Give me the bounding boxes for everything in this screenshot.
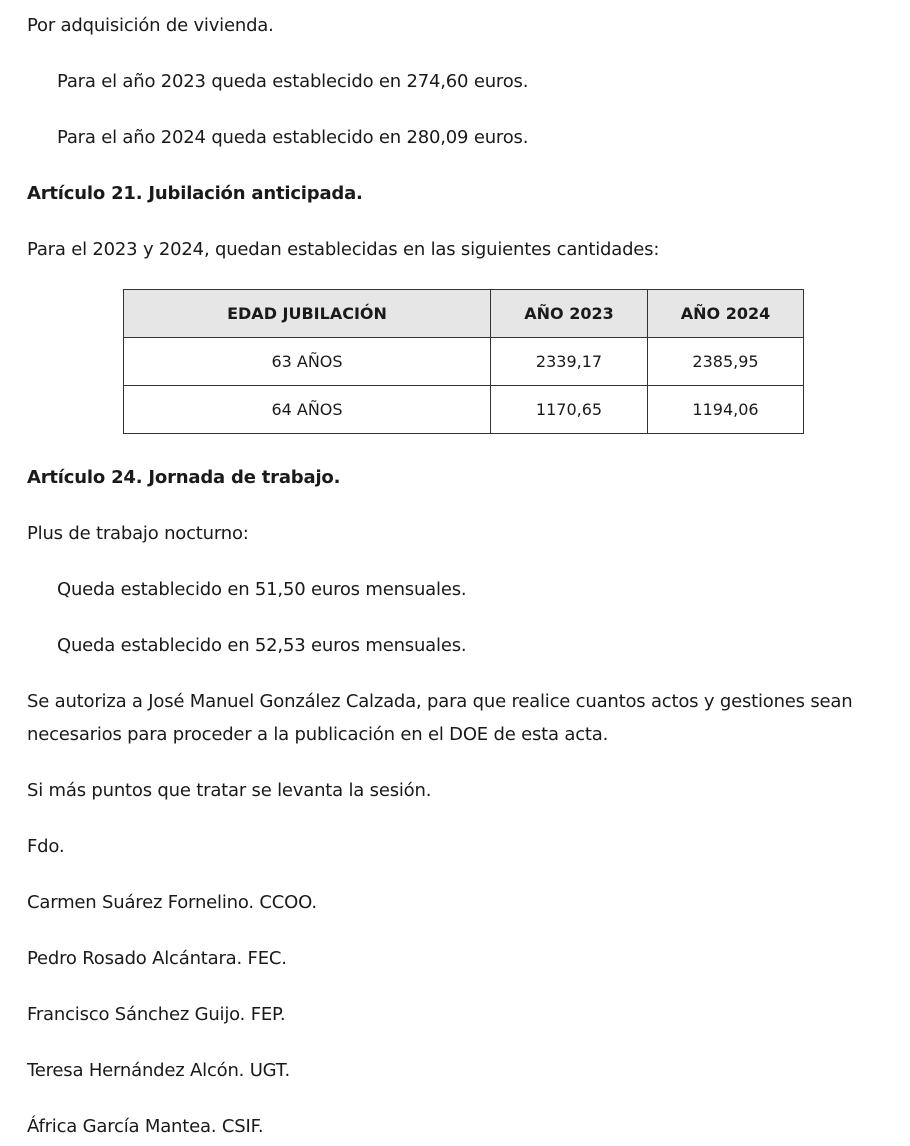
night-work-amount-2: Queda establecido en 52,53 euros mensuales. <box>57 635 467 656</box>
signatory: Francisco Sánchez Guijo. FEP. <box>27 1004 286 1025</box>
authorization-paragraph: Se autoriza a José Manuel González Calzada, para que realice cuantos actos y gestiones sean necesarios para proceder a la publicación en el DOE de esta acta. <box>27 691 853 745</box>
signatory: África García Mantea. CSIF. <box>27 1116 264 1137</box>
article-21-heading: Artículo 21. Jubilación anticipada. <box>27 183 363 204</box>
table-header-cell: AÑO 2023 <box>491 290 648 338</box>
signatory: Teresa Hernández Alcón. UGT. <box>27 1060 290 1081</box>
table-cell: 64 AÑOS <box>124 386 491 434</box>
table-header-cell: EDAD JUBILACIÓN <box>124 290 491 338</box>
closing-text: Si más puntos que tratar se levanta la sesión. <box>27 780 432 801</box>
table-cell: 1170,65 <box>491 386 648 434</box>
table-cell: 63 AÑOS <box>124 338 491 386</box>
signatory: Pedro Rosado Alcántara. FEC. <box>27 948 287 969</box>
housing-2024-text: Para el año 2024 queda establecido en 280,09 euros. <box>57 127 529 148</box>
table-header-row <box>124 290 804 338</box>
table-row <box>124 386 804 434</box>
night-work-amount-1: Queda establecido en 51,50 euros mensuales. <box>57 579 467 600</box>
article-21-text: Para el 2023 y 2024, quedan establecidas en las siguientes cantidades: <box>27 239 660 260</box>
table-cell: 2385,95 <box>648 338 804 386</box>
night-work-label: Plus de trabajo nocturno: <box>27 523 249 544</box>
table-cell: 1194,06 <box>648 386 804 434</box>
intro-text: Por adquisición de vivienda. <box>27 15 274 36</box>
housing-2023-text: Para el año 2023 queda establecido en 274,60 euros. <box>57 71 529 92</box>
table-header-cell: AÑO 2024 <box>648 290 804 338</box>
retirement-table <box>123 289 804 434</box>
signed-label: Fdo. <box>27 836 65 857</box>
table-cell: 2339,17 <box>491 338 648 386</box>
table-row <box>124 338 804 386</box>
article-24-heading: Artículo 24. Jornada de trabajo. <box>27 467 341 488</box>
signatory: Carmen Suárez Fornelino. CCOO. <box>27 892 317 913</box>
